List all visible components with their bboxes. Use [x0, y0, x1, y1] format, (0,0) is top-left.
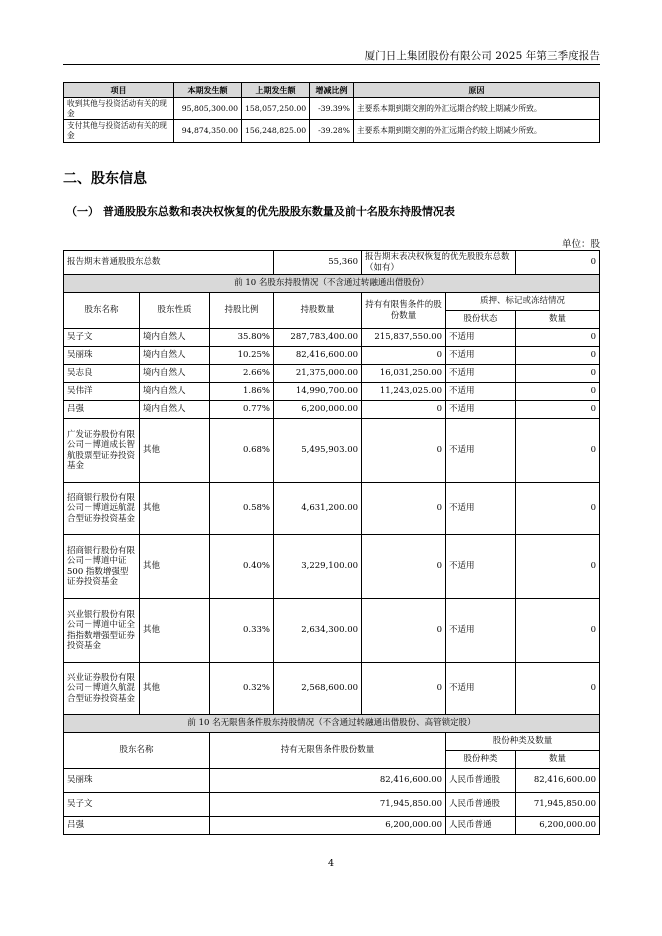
col-header-nature: 股东性质: [140, 293, 210, 329]
shareholder-name: 吴志良: [64, 365, 140, 383]
shareholders-table: [63, 250, 600, 835]
col-header-count: 数量: [516, 311, 600, 329]
shareholder-quantity: 2,568,600.00: [274, 663, 362, 715]
shareholder-nature: 其他: [140, 483, 210, 535]
shareholder-count: 0: [516, 535, 600, 599]
cell-reason: 主要系本期到期交割的外汇远期合约较上期减少所致。: [354, 98, 600, 120]
shareholder-quantity: 6,200,000.00: [274, 401, 362, 419]
top10-header-row: [64, 293, 600, 311]
table-row: [64, 483, 600, 535]
cell-previous: 156,248,825.00: [242, 120, 310, 142]
shareholder-ratio: 0.32%: [210, 663, 274, 715]
cell-current: 95,805,300.00: [174, 98, 242, 120]
shareholder-restricted: 0: [362, 663, 446, 715]
shareholder-name: 招商银行股份有限公司－博道中证 500 指数增强型证券投资基金: [64, 535, 140, 599]
shareholder-nature: 其他: [140, 663, 210, 715]
shareholder-quantity: 5,495,903.00: [274, 419, 362, 483]
shareholder-name: 吴伟洋: [64, 383, 140, 401]
unrestricted-quantity: 71,945,850.00: [210, 793, 446, 817]
unrestricted-header-row: [64, 733, 600, 751]
table-row: [64, 663, 600, 715]
shareholder-quantity: 2,634,300.00: [274, 599, 362, 663]
shareholder-quantity: 14,990,700.00: [274, 383, 362, 401]
cell-item: 支付其他与投资活动有关的现金: [64, 120, 174, 142]
shareholder-nature: 境内自然人: [140, 383, 210, 401]
shareholder-quantity: 3,229,100.00: [274, 535, 362, 599]
share-type-qty: 6,200,000.00: [516, 817, 600, 835]
section-title: 二、股东信息: [63, 171, 147, 187]
unrestricted-quantity: 82,416,600.00: [210, 769, 446, 793]
table-row: [64, 599, 600, 663]
col-header-restricted: 持有有限售条件的股份数量: [362, 293, 446, 329]
shareholder-ratio: 2.66%: [210, 365, 274, 383]
shareholder-ratio: 0.33%: [210, 599, 274, 663]
col-header-type-group: 股份种类及数量: [446, 733, 600, 751]
shareholder-status: 不适用: [446, 365, 516, 383]
shareholder-restricted: 16,031,250.00: [362, 365, 446, 383]
shareholder-count: 0: [516, 663, 600, 715]
total-shareholders-value: 55,360: [274, 251, 362, 275]
col-header-status: 股份状态: [446, 311, 516, 329]
shareholder-status: 不适用: [446, 419, 516, 483]
subsection-title: （一） 普通股股东总数和表决权恢复的优先股股东数量及前十名股东持股情况表: [66, 205, 455, 218]
shareholder-status: 不适用: [446, 347, 516, 365]
shareholder-name: 招商银行股份有限公司－博道远航混合型证券投资基金: [64, 483, 140, 535]
shareholder-restricted: 11,243,025.00: [362, 383, 446, 401]
shareholder-status: 不适用: [446, 383, 516, 401]
shareholder-quantity: 82,416,600.00: [274, 347, 362, 365]
shareholder-status: 不适用: [446, 663, 516, 715]
col-header-ratio: 持股比例: [210, 293, 274, 329]
shareholder-name: 兴业证券股份有限公司－博道久航混合型证券投资基金: [64, 663, 140, 715]
cell-item: 收到其他与投资活动有关的现金: [64, 98, 174, 120]
shareholder-restricted: 0: [362, 419, 446, 483]
unrestricted-name: 吕强: [64, 817, 210, 835]
shareholder-status: 不适用: [446, 483, 516, 535]
table-row: [64, 401, 600, 419]
preferred-shareholders-label: 报告期末表决权恢复的优先股股东总数（如有）: [362, 251, 516, 275]
unrestricted-name: 吴丽珠: [64, 769, 210, 793]
table-row: [64, 98, 600, 120]
shareholder-count: 0: [516, 599, 600, 663]
unrestricted-quantity: 6,200,000.00: [210, 817, 446, 835]
shareholder-name: 吕强: [64, 401, 140, 419]
top10-title-row: [64, 275, 600, 293]
report-header-title: 厦门日上集团股份有限公司 2025 年第三季度报告: [364, 50, 600, 62]
shareholder-status: 不适用: [446, 401, 516, 419]
col-header-unrestricted-name: 股东名称: [64, 733, 210, 769]
shareholder-restricted: 0: [362, 347, 446, 365]
table-row: [64, 120, 600, 142]
table-row: [64, 535, 600, 599]
share-type: 人民币普通股: [446, 793, 516, 817]
shareholder-count: 0: [516, 383, 600, 401]
unit-label: 单位：股: [561, 239, 600, 250]
shareholder-quantity: 4,631,200.00: [274, 483, 362, 535]
shareholder-nature: 其他: [140, 419, 210, 483]
shareholder-status: 不适用: [446, 599, 516, 663]
summary-row: [64, 251, 600, 275]
col-header-type-qty: 数量: [516, 751, 600, 769]
shareholder-count: 0: [516, 329, 600, 347]
shareholder-nature: 其他: [140, 599, 210, 663]
col-header-unrestricted-qty: 持有无限售条件股份数量: [210, 733, 446, 769]
shareholder-count: 0: [516, 347, 600, 365]
table-row: [64, 347, 600, 365]
cell-reason: 主要系本期到期交割的外汇远期合约较上期减少所致。: [354, 120, 600, 142]
cell-current: 94,874,350.00: [174, 120, 242, 142]
shareholder-ratio: 10.25%: [210, 347, 274, 365]
shareholder-ratio: 0.58%: [210, 483, 274, 535]
shareholder-name: 兴业银行股份有限公司－博道中证全指指数增强型证券投资基金: [64, 599, 140, 663]
col-header-pledge-group: 质押、标记或冻结情况: [446, 293, 600, 311]
table-row: [64, 793, 600, 817]
shareholder-restricted: 0: [362, 535, 446, 599]
table-row: [64, 769, 600, 793]
table-row: [64, 817, 600, 835]
shareholder-ratio: 0.77%: [210, 401, 274, 419]
shareholder-status: 不适用: [446, 535, 516, 599]
shareholder-ratio: 0.68%: [210, 419, 274, 483]
shareholder-nature: 境内自然人: [140, 329, 210, 347]
table-header-row: [64, 83, 600, 98]
shareholder-restricted: 0: [362, 401, 446, 419]
col-header-reason: 原因: [354, 83, 600, 98]
shareholder-restricted: 0: [362, 599, 446, 663]
preferred-shareholders-value: 0: [516, 251, 600, 275]
col-header-item: 项目: [64, 83, 174, 98]
shareholder-nature: 其他: [140, 535, 210, 599]
shareholder-nature: 境内自然人: [140, 347, 210, 365]
col-header-type: 股份种类: [446, 751, 516, 769]
shareholder-restricted: 0: [362, 483, 446, 535]
shareholder-ratio: 0.40%: [210, 535, 274, 599]
shareholder-name: 广发证券股份有限公司－博道成长智航股票型证券投资基金: [64, 419, 140, 483]
cell-change: -39.39%: [310, 98, 354, 120]
share-type: 人民币普通股: [446, 769, 516, 793]
shareholder-count: 0: [516, 365, 600, 383]
shareholder-ratio: 35.80%: [210, 329, 274, 347]
shareholder-count: 0: [516, 401, 600, 419]
table-row: [64, 329, 600, 347]
cashflow-change-table: [63, 82, 600, 143]
shareholder-count: 0: [516, 419, 600, 483]
shareholder-nature: 境内自然人: [140, 365, 210, 383]
shareholder-nature: 境内自然人: [140, 401, 210, 419]
share-type: 人民币普通: [446, 817, 516, 835]
unrestricted-name: 吴子文: [64, 793, 210, 817]
shareholder-restricted: 215,837,550.00: [362, 329, 446, 347]
shareholder-quantity: 21,375,000.00: [274, 365, 362, 383]
top10-title: 前 10 名股东持股情况（不含通过转融通出借股份）: [64, 275, 600, 293]
shareholder-name: 吴子文: [64, 329, 140, 347]
col-header-name: 股东名称: [64, 293, 140, 329]
col-header-previous: 上期发生额: [242, 83, 310, 98]
unrestricted-title-row: [64, 715, 600, 733]
col-header-change: 增减比例: [310, 83, 354, 98]
col-header-quantity: 持股数量: [274, 293, 362, 329]
cell-previous: 158,057,250.00: [242, 98, 310, 120]
shareholder-status: 不适用: [446, 329, 516, 347]
total-shareholders-label: 报告期末普通股股东总数: [64, 251, 274, 275]
shareholder-count: 0: [516, 483, 600, 535]
header-divider: [63, 64, 600, 65]
table-row: [64, 383, 600, 401]
col-header-current: 本期发生额: [174, 83, 242, 98]
table-row: [64, 365, 600, 383]
unrestricted-title: 前 10 名无限售条件股东持股情况（不含通过转融通出借股份、高管锁定股）: [64, 715, 600, 733]
share-type-qty: 71,945,850.00: [516, 793, 600, 817]
shareholder-name: 吴丽珠: [64, 347, 140, 365]
shareholder-quantity: 287,783,400.00: [274, 329, 362, 347]
page-number: 4: [327, 858, 335, 869]
share-type-qty: 82,416,600.00: [516, 769, 600, 793]
shareholder-ratio: 1.86%: [210, 383, 274, 401]
cell-change: -39.28%: [310, 120, 354, 142]
table-row: [64, 419, 600, 483]
